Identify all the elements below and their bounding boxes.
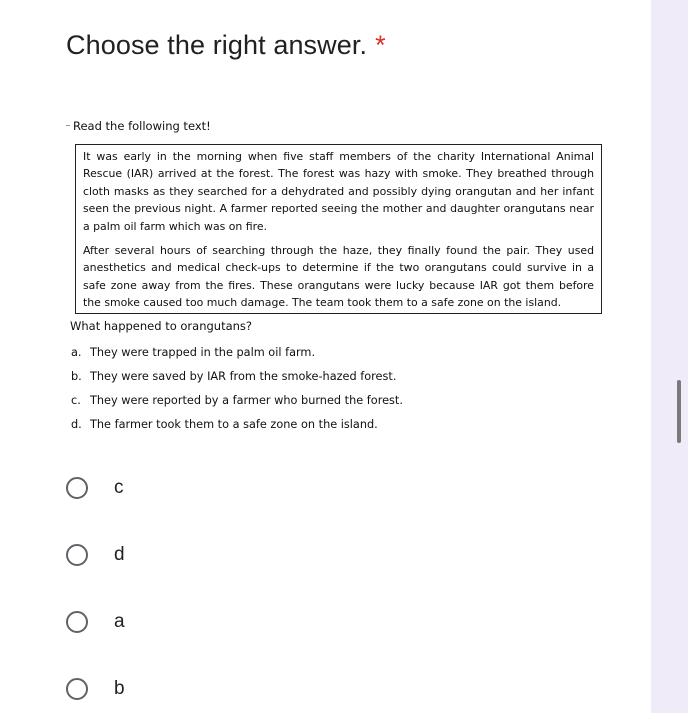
radio-button-c[interactable] xyxy=(66,477,88,499)
option-c[interactable] xyxy=(66,470,124,506)
choice-text: They were reported by a farmer who burned the forest. xyxy=(90,394,403,407)
choice-letter: a. xyxy=(71,346,82,359)
reading-question: What happened to orangutans? xyxy=(70,319,253,333)
option-label-b[interactable]: b xyxy=(114,678,125,699)
question-title-text: Choose the right answer. xyxy=(66,30,368,60)
choice-text: The farmer took them to a safe zone on the island. xyxy=(90,418,378,431)
reading-instruction: Read the following text! xyxy=(73,119,211,133)
question-title xyxy=(66,30,386,61)
radio-button-d[interactable] xyxy=(66,544,88,566)
option-label-a[interactable]: a xyxy=(114,611,125,632)
option-a[interactable] xyxy=(66,604,125,640)
choice-text: They were saved by IAR from the smoke-hazed forest. xyxy=(90,370,397,383)
option-label-c[interactable]: c xyxy=(114,477,124,498)
reading-choice-a xyxy=(71,346,315,359)
image-edge-mark xyxy=(66,125,70,126)
reading-choice-b xyxy=(71,370,396,383)
required-asterisk: * xyxy=(375,30,386,60)
radio-button-b[interactable] xyxy=(66,678,88,700)
reading-choice-d xyxy=(71,418,378,431)
scrollbar-thumb[interactable] xyxy=(677,380,681,443)
choice-letter: d. xyxy=(71,418,82,431)
passage-paragraph-2: After several hours of searching through the haze, they finally found the pair. They used anesthetics and medical check-ups to determine if the two orangutans could survive in a safe zone away from the fires. These orangutans were lucky because IAR got them before the smoke caused too much damage. The team took them to a safe zone on the island. xyxy=(83,244,594,310)
choice-letter: b. xyxy=(71,370,82,383)
choice-text: They were trapped in the palm oil farm. xyxy=(90,346,316,359)
reading-choice-c xyxy=(71,394,403,407)
radio-button-a[interactable] xyxy=(66,611,88,633)
option-b[interactable] xyxy=(66,671,125,707)
option-label-d[interactable]: d xyxy=(114,544,125,565)
reading-passage xyxy=(75,144,602,314)
passage-paragraph-1: It was early in the morning when five staff members of the charity International Animal Rescue (IAR) arrived at the forest. The forest was hazy with smoke. They breathed through cloth masks as they searched for a dehydrated and possibly dying orangutan and her infant seen the previous night. A farmer reported seeing the mother and daughter orangutans near a palm oil farm which was on fire. xyxy=(83,150,594,233)
option-d[interactable] xyxy=(66,537,125,573)
choice-letter: c. xyxy=(71,394,81,407)
